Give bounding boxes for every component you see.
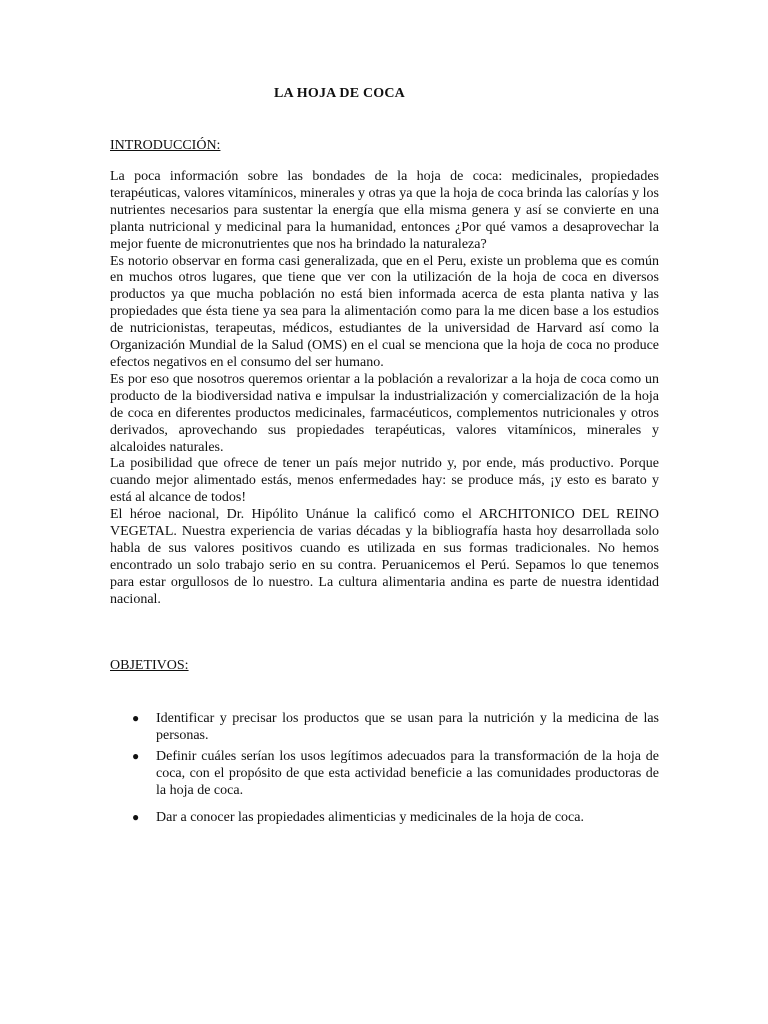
bullet-icon: ● [132,810,140,824]
objective-item-2 [110,748,659,799]
introduction-body [110,169,659,609]
intro-paragraph-3: Es por eso que nosotros queremos orientar a la población a revalorizar a la hoja de coca como un producto de la biodiversidad nativa e impulsar la industrialización y comercialización de la hoja de coca en diferentes productos medicinales, farmacéuticos, complementos nutricionales y otros derivados, aprovechando sus propiedades terapéuticas, valores vitamínicos, minerales y alcaloides naturales. [110,371,659,455]
objectives-list [110,710,659,830]
introduction-heading: INTRODUCCIÓN: [110,138,221,153]
bullet-icon: ● [132,749,140,763]
intro-paragraph-2: Es notorio observar en forma casi generalizada, que en el Peru, existe un problema que es común en muchos otros lugares, que tiene que ver con la utilización de la hoja de coca en diversos productos ya que mucha población no está bien informada acerca de esta planta nativa y las propiedades que ésta tiene ya sea para la alimentación como para la me dicen base a los estudios de nutricionistas, terapeutas, médicos, estudiantes de la universidad de Harvard así como la Organización Mundial de la Salud (OMS) en el cual se menciona que la hoja de coca no produce efectos negativos en el consumo del ser humano. [110,253,659,370]
objective-item-3 [110,809,659,826]
objective-text-3: Dar a conocer las propiedades alimenticias y medicinales de la hoja de coca. [156,810,584,825]
objectives-heading: OBJETIVOS: [110,658,189,673]
intro-paragraph-1: La poca información sobre las bondades de la hoja de coca: medicinales, propiedades terapéuticas, valores vitamínicos, minerales y otras ya que la hoja de coca brinda las calorías y los nutrientes necesarios para sustentar la energía que ella misma genera y así se convierte en una planta nutricional y medicinal para la humanidad, entonces ¿Por qué vamos a desaprovechar la mejor fuente de micronutrientes que nos ha brindado la naturaleza? [110,169,659,252]
intro-paragraph-5: El héroe nacional, Dr. Hipólito Unánue la calificó como el ARCHITONICO DEL REINO VEGETAL. Nuestra experiencia de varias décadas y la bibliografía hasta hoy desarrollada solo habla de sus valores positivos cuando es utilizada en sus formas tradicionales. No hemos encontrado un solo trabajo serio en su contra. Peruanicemos el Perú. Sepamos lo que tenemos para estar orgullosos de lo nuestro. La cultura alimentaria andina es parte de nuestra identidad nacional. [110,507,659,607]
objective-text-1: Identificar y precisar los productos que se usan para la nutrición y la medicina de las personas. [156,711,659,743]
objective-text-2: Definir cuáles serían los usos legítimos adecuados para la transformación de la hoja de coca, con el propósito de que esta actividad beneficie a las comunidades productoras de la hoja de coca. [156,749,659,798]
objective-item-1 [110,710,659,744]
document-title: LA HOJA DE COCA [274,86,405,101]
intro-paragraph-4: La posibilidad que ofrece de tener un país mejor nutrido y, por ende, más productivo. Porque cuando mejor alimentado estás, menos enfermedades hay: se produce más, ¡y esto es barato y está al alcance de todos! [110,456,659,506]
bullet-icon: ● [132,711,140,725]
